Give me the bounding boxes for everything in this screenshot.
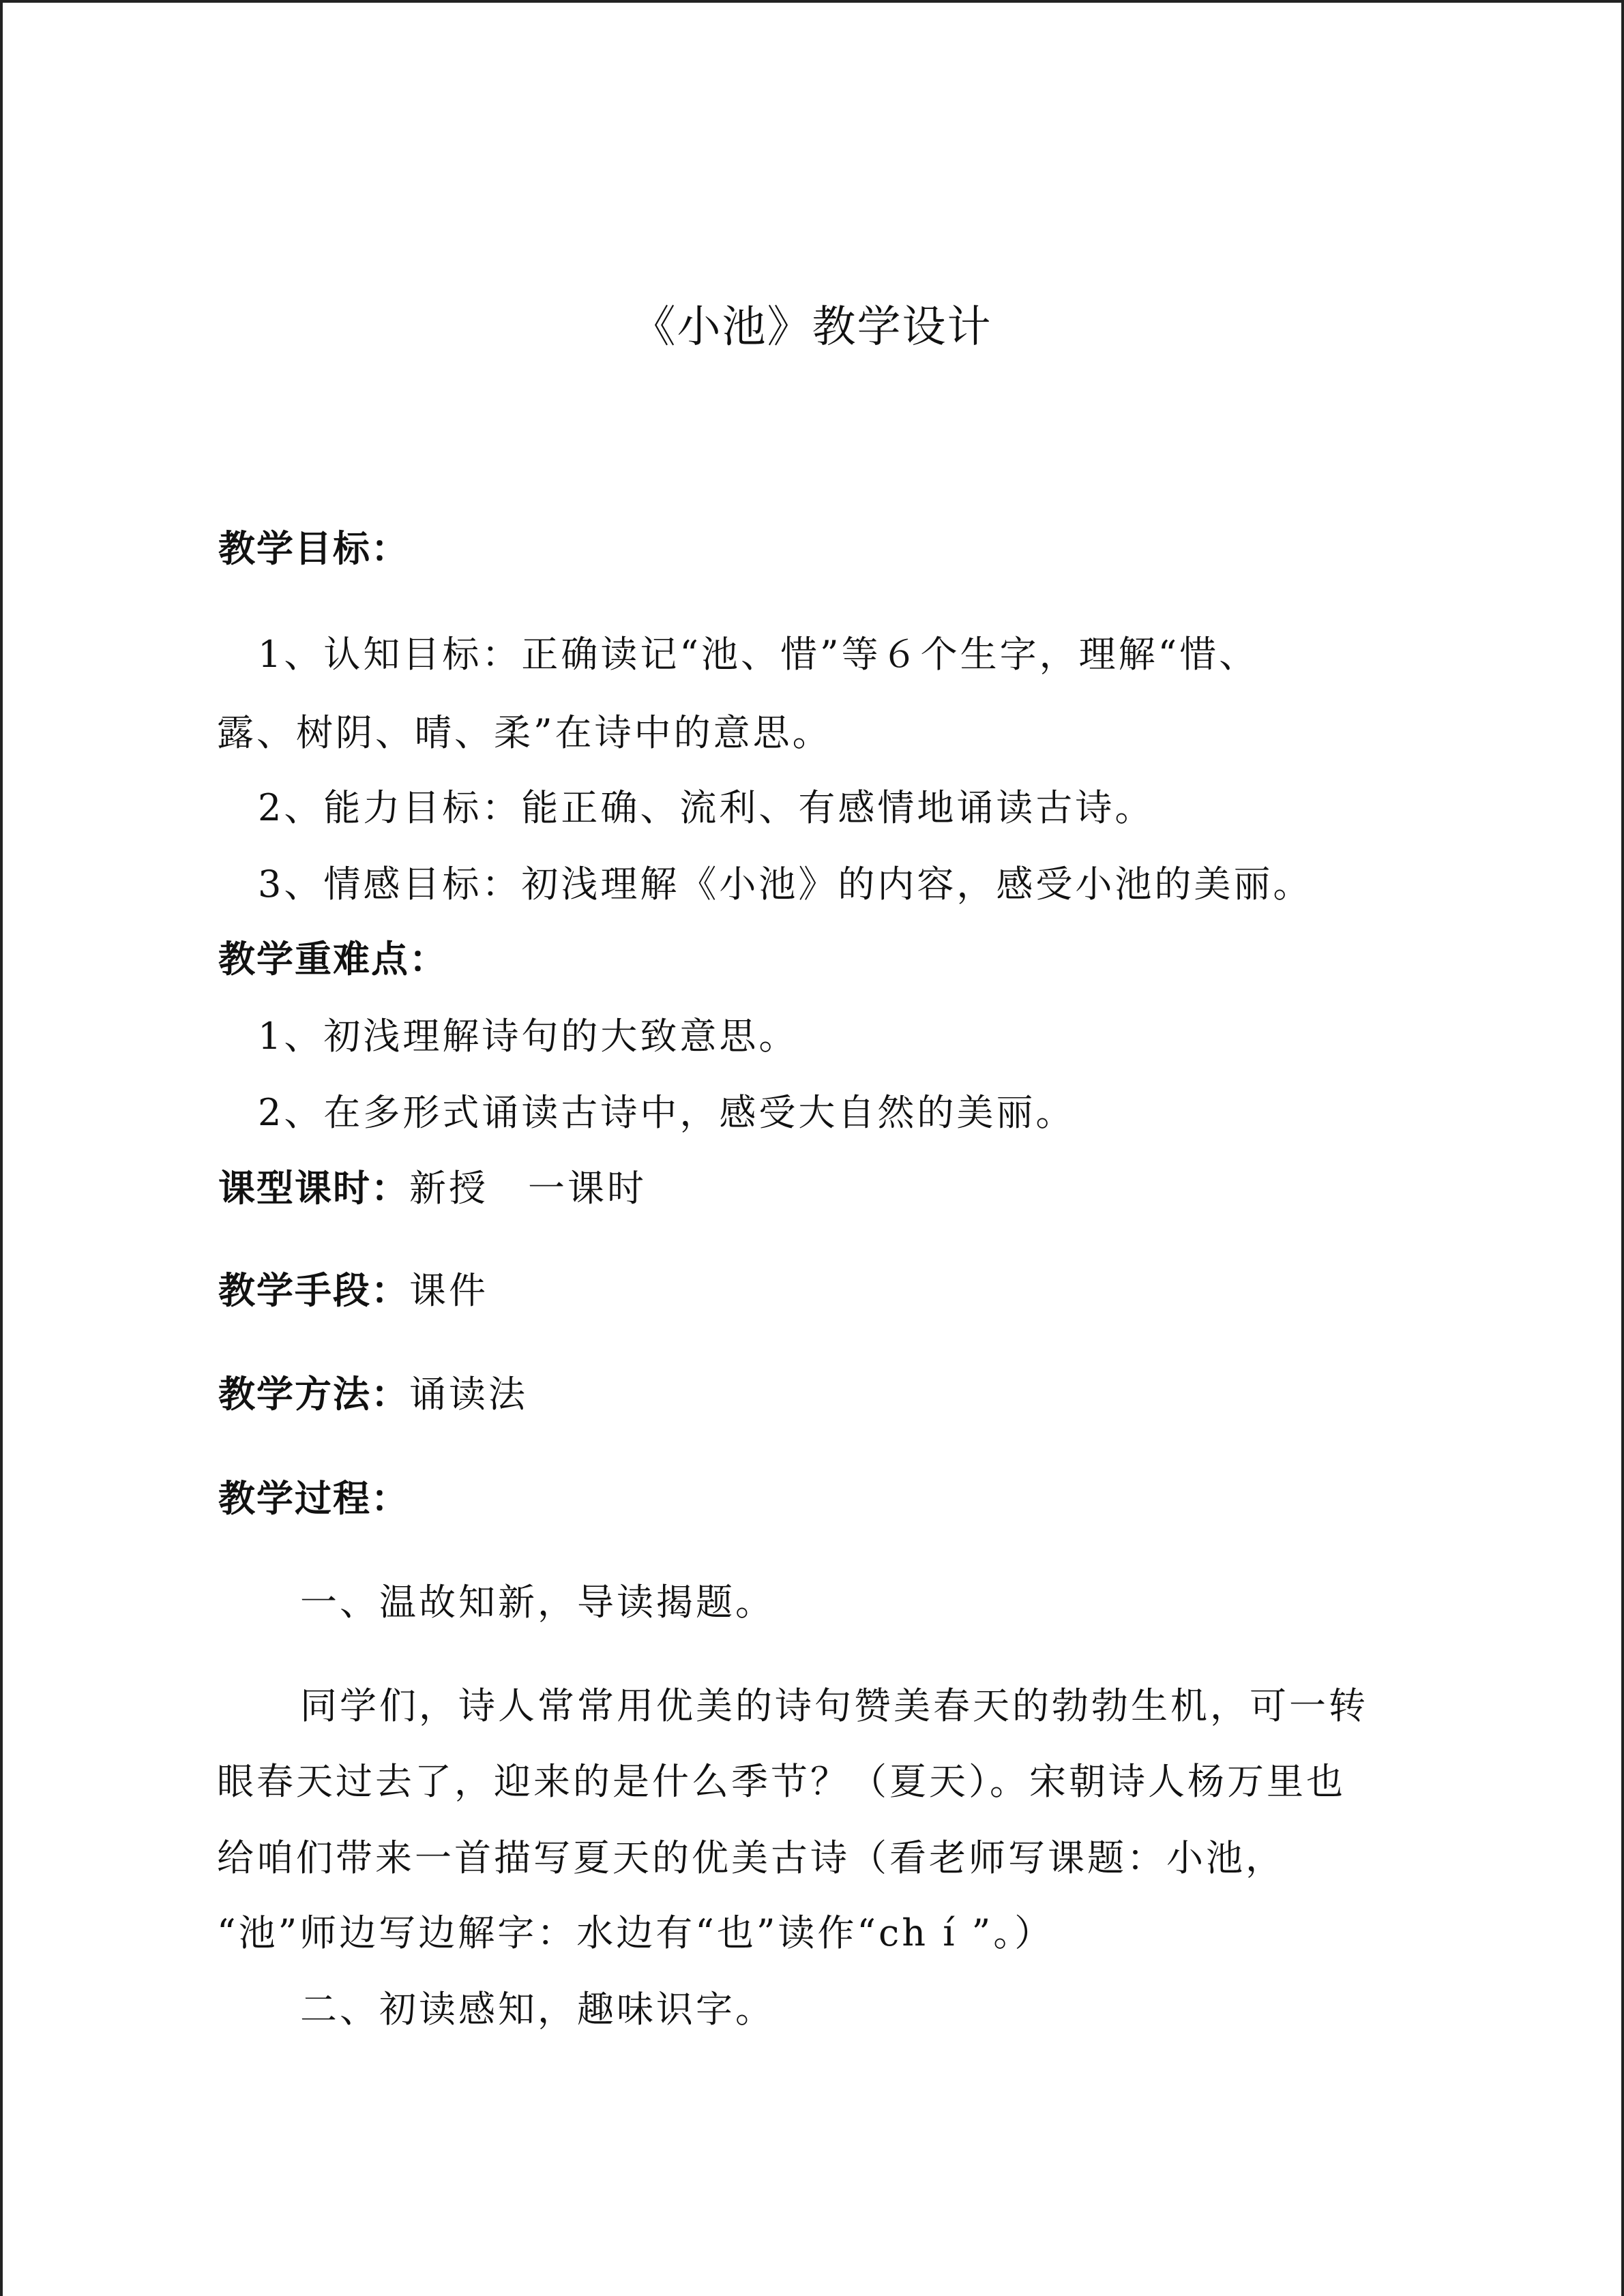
teaching-method-row: [218, 1371, 528, 1418]
process-paragraph-line-1: 同学们，诗人常常用优美的诗句赞美春天的勃勃生机，可一转: [300, 1684, 1368, 1727]
lesson-type-label: 课型课时：: [218, 1167, 409, 1210]
key-point-2: 2、在多形式诵读古诗中，感受大自然的美丽。: [258, 1091, 1076, 1134]
process-paragraph-line-3: 给咱们带来一首描写夏天的优美古诗（看老师写课题：小池，: [217, 1836, 1285, 1879]
teaching-means-label: 教学手段：: [218, 1269, 409, 1312]
teaching-method-label: 教学方法：: [218, 1373, 409, 1416]
key-points-heading: 教学重难点：: [218, 938, 447, 981]
objective-1-line-2: 露、树阴、晴、柔”在诗中的意思。: [217, 711, 832, 754]
document-title: 《小池》教学设计: [632, 302, 992, 353]
objectives-heading: 教学目标：: [218, 527, 409, 570]
teaching-means-value: 课件: [409, 1269, 488, 1312]
lesson-type-row: [218, 1165, 647, 1212]
process-step-2: 二、初读感知，趣味识字。: [300, 1988, 775, 2031]
process-heading: 教学过程：: [218, 1477, 409, 1520]
page-border-top: [0, 0, 1624, 3]
lesson-type-value: 新授 一课时: [409, 1167, 647, 1210]
objective-2: 2、能力目标：能正确、流利、有感情地诵读古诗。: [258, 786, 1155, 829]
objective-3: 3、情感目标：初浅理解《小池》的内容，感受小池的美丽。: [258, 863, 1313, 906]
teaching-means-row: [218, 1267, 488, 1315]
process-step-1: 一、温故知新，导读揭题。: [300, 1581, 775, 1624]
key-point-1: 1、初浅理解诗句的大致意思。: [258, 1015, 799, 1058]
process-paragraph-line-2: 眼春天过去了，迎来的是什么季节？（夏天）。宋朝诗人杨万里也: [217, 1760, 1346, 1803]
teaching-method-value: 诵读法: [409, 1373, 528, 1416]
process-paragraph-line-4: “池”师边写边解字：水边有“也”读作“ch í ”。）: [217, 1911, 1054, 1954]
objective-1-line-1: 1、认知目标：正确读记“池、惜”等６个生字，理解“惜、: [258, 633, 1259, 676]
